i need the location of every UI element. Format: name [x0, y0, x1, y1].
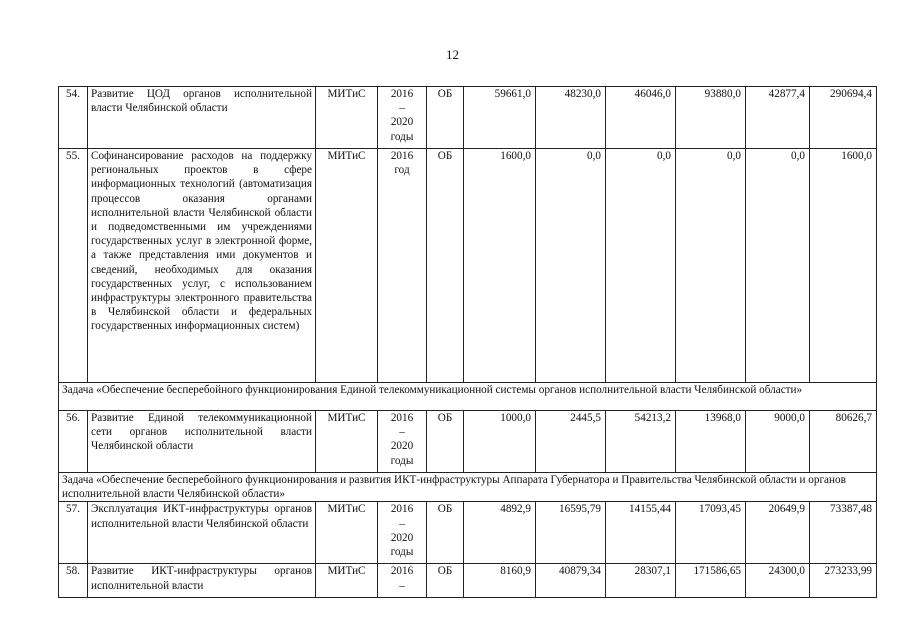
amount-value: 14155,44 [606, 502, 676, 564]
period-line: – [399, 517, 405, 530]
period-line: 2016 [390, 412, 414, 424]
amount-value: 0,0 [676, 149, 746, 383]
amount-value: 13968,0 [676, 411, 746, 473]
amount-value: 48230,0 [536, 87, 606, 149]
table-row [59, 149, 877, 383]
period-line: 2016 [390, 88, 414, 100]
period-cell [378, 411, 427, 473]
period-cell [378, 149, 427, 383]
total-value: 80626,7 [810, 411, 877, 473]
period-line: 2016 [390, 503, 414, 516]
funding-source: ОБ [427, 564, 464, 598]
period-line: 2020 [390, 116, 414, 129]
amount-value: 1000,0 [464, 411, 536, 473]
amount-value: 42877,4 [746, 87, 810, 149]
amount-value: 171586,65 [676, 564, 746, 598]
executor: МИТиС [316, 87, 378, 149]
funding-source: ОБ [427, 411, 464, 473]
task-heading: Задача «Обеспечение бесперебойного функционирования Единой телекоммуникационной системы органов исполнительной власти Челябинской области» [59, 383, 877, 411]
amount-value: 0,0 [536, 149, 606, 383]
period-line: – [399, 579, 405, 592]
executor: МИТиС [316, 564, 378, 598]
row-number: 58. [59, 564, 88, 598]
table-row [59, 87, 877, 149]
period-line: 2020 [390, 440, 414, 453]
activity-name: Развитие ЦОД органов исполнительной власти Челябинской области [88, 87, 316, 149]
period-line: годы [390, 130, 414, 143]
total-value: 1600,0 [810, 149, 877, 383]
period-cell [378, 87, 427, 149]
period-line: 2016 [390, 565, 414, 578]
amount-value: 24300,0 [746, 564, 810, 598]
total-value: 273233,99 [810, 564, 877, 598]
activity-name: Эксплуатация ИКТ-инфраструктуры органов исполнительной власти Челябинской области [88, 502, 316, 564]
amount-value: 1600,0 [464, 149, 536, 383]
executor: МИТиС [316, 149, 378, 383]
amount-value: 54213,2 [606, 411, 676, 473]
amount-value: 4892,9 [464, 502, 536, 564]
row-number: 54. [59, 87, 88, 149]
amount-value: 28307,1 [606, 564, 676, 598]
row-number: 56. [59, 411, 88, 473]
period-line: 2020 [390, 531, 414, 544]
funding-source: ОБ [427, 149, 464, 383]
amount-value: 16595,79 [536, 502, 606, 564]
amount-value: 2445,5 [536, 411, 606, 473]
page-number: 12 [446, 47, 459, 62]
amount-value: 0,0 [606, 149, 676, 383]
executor: МИТиС [316, 502, 378, 564]
task-row [59, 383, 877, 411]
total-value: 73387,48 [810, 502, 877, 564]
task-heading: Задача «Обеспечение бесперебойного функционирования и развития ИКТ-инфраструктуры Аппарата Губернатора и Правительства Челябинской области и органов исполнительной власти Челябинской области» [59, 473, 877, 502]
funding-source: ОБ [427, 502, 464, 564]
row-number: 55. [59, 149, 88, 383]
row-number: 57. [59, 502, 88, 564]
amount-value: 20649,9 [746, 502, 810, 564]
table-row [59, 564, 877, 598]
table-row [59, 411, 877, 473]
amount-value: 0,0 [746, 149, 810, 383]
funding-source: ОБ [427, 87, 464, 149]
period-cell [378, 564, 427, 598]
activity-name: Развитие ИКТ-инфраструктуры органов исполнительной власти [88, 564, 316, 598]
period-line: – [399, 426, 405, 439]
task-row [59, 473, 877, 502]
amount-value: 46046,0 [606, 87, 676, 149]
period-line: годы [390, 546, 414, 559]
activity-name: Развитие Единой телекоммуникационной сети органов исполнительной власти Челябинской области [88, 411, 316, 473]
period-line: – [399, 102, 405, 115]
period-line: годы [390, 454, 414, 467]
period-cell [378, 502, 427, 564]
period-line: 2016 [390, 150, 414, 162]
amount-value: 9000,0 [746, 411, 810, 473]
executor: МИТиС [316, 411, 378, 473]
amount-value: 59661,0 [464, 87, 536, 149]
amount-value: 40879,34 [536, 564, 606, 598]
table-row [59, 502, 877, 564]
amount-value: 8160,9 [464, 564, 536, 598]
total-value: 290694,4 [810, 87, 877, 149]
period-line: год [394, 164, 410, 177]
program-activities-table [58, 86, 877, 598]
amount-value: 17093,45 [676, 502, 746, 564]
activity-name: Софинансирование расходов на поддержку региональных проектов в сфере информационных технологий (автоматизация процессов оказания органами исполнительной власти Челябинской области и подведомственными им учреждениями государственных услуг в электронной форме, а также представления ими документов и сведений, необходимых для оказания государственных услуг, с использованием инфраструктуры электронного правительства в Челябинской области и федеральных государственных информационных систем) [88, 149, 316, 383]
amount-value: 93880,0 [676, 87, 746, 149]
